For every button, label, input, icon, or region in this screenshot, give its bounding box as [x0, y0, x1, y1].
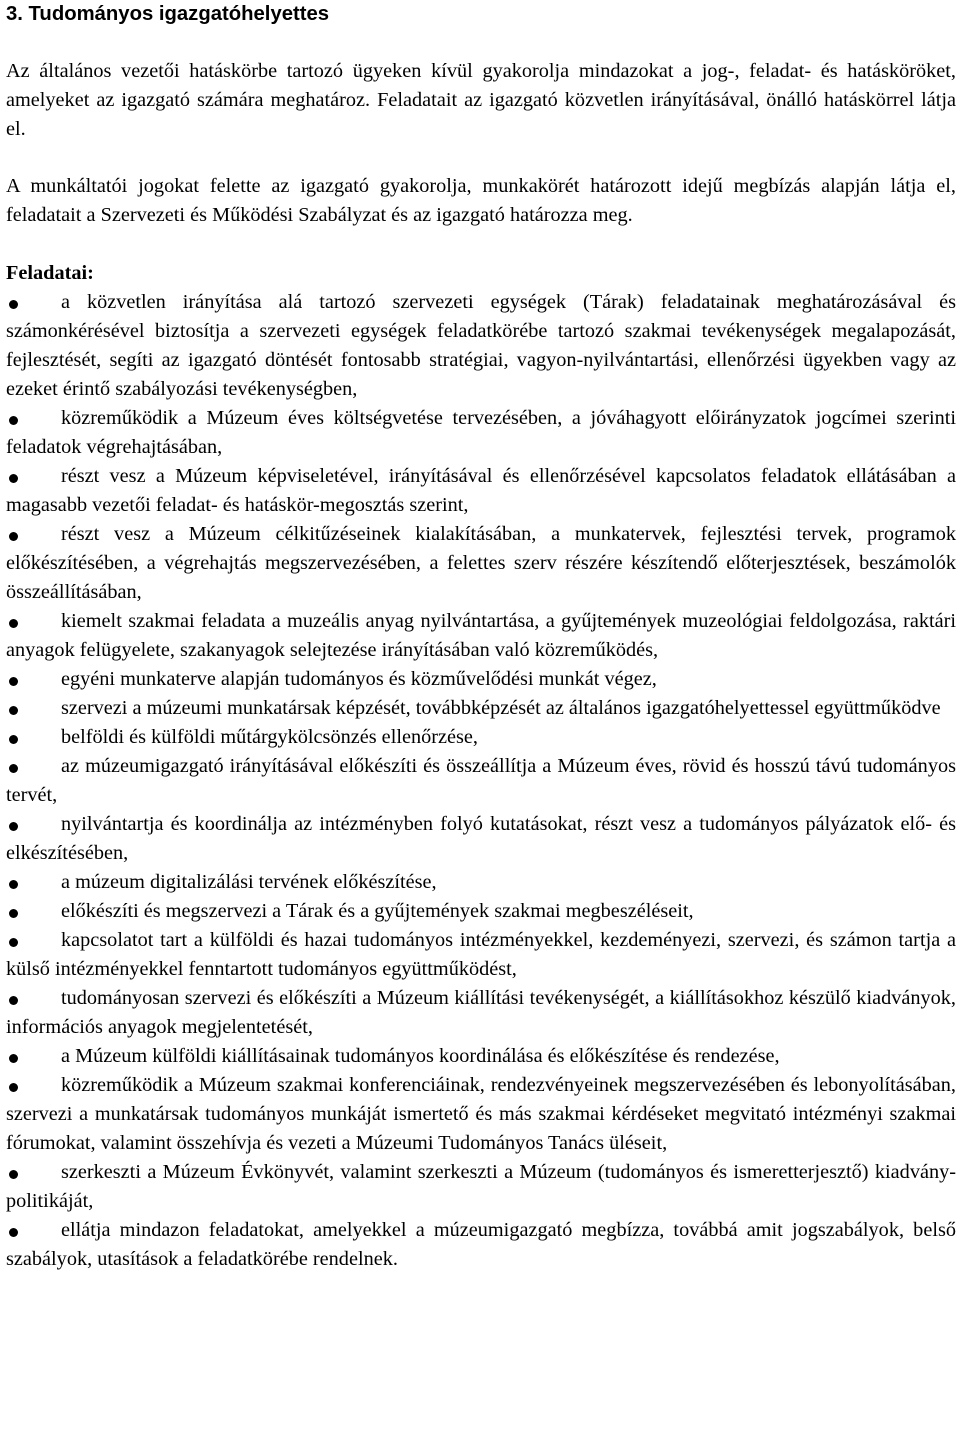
bullet-icon [9, 300, 18, 309]
task-list-item [6, 1216, 956, 1274]
bullet-icon [9, 706, 18, 715]
task-list-item [6, 868, 956, 897]
task-list-item [6, 926, 956, 984]
task-text: részt vesz a Múzeum képviseletével, irányításával és ellenőrzésével kapcsolatos feladatok ellátásában a magasabb vezetői feladat- és hatáskör-megosztás szerint, [6, 465, 956, 516]
task-text: szerkeszti a Múzeum Évkönyvét, valamint szerkeszti a Múzeum (tudományos és ismeretterjesztő) kiadvány-politikáját, [6, 1161, 956, 1212]
bullet-icon [9, 909, 18, 918]
bullet-icon [9, 416, 18, 425]
section-heading: 3. Tudományos igazgatóhelyettes [6, 3, 330, 25]
task-text: kapcsolatot tart a külföldi és hazai tudományos intézményekkel, kezdeményezi, szervezi, és számon tartja a külső intézményekkel fenntartott tudományos együttműködést, [6, 929, 956, 980]
bullet-icon [9, 735, 18, 744]
task-text: részt vesz a Múzeum célkitűzéseinek kialakításában, a munkatervek, fejlesztési tervek, programok előkészítésében, a végrehajtás megszervezésében, a felettes szerv részére készítendő előterjesztések, beszámolók összeállításában, [6, 523, 956, 603]
task-list-item [6, 694, 956, 723]
task-list-item [6, 1042, 956, 1071]
intro-paragraph-1: Az általános vezetői hatáskörbe tartozó ügyeken kívül gyakorolja mindazokat a jog-, feladat- és hatásköröket, amelyeket az igazgató számára meghatároz. Feladatait az igazgató közvetlen irányításával, önálló hatáskörrel látja el. [6, 60, 956, 140]
bullet-icon [9, 677, 18, 686]
task-list-item [6, 897, 956, 926]
task-list-item [6, 723, 956, 752]
bullet-icon [9, 1228, 18, 1237]
task-text: szervezi a múzeumi munkatársak képzését, továbbképzését az általános igazgatóhelyettessel együttműködve [61, 697, 941, 719]
intro-paragraph-2: A munkáltatói jogokat felette az igazgató gyakorolja, munkakörét határozott idejű megbízás alapján látja el, feladatait a Szervezeti és Működési Szabályzat és az igazgató határozza meg. [6, 175, 956, 226]
task-text: a Múzeum külföldi kiállításainak tudományos koordinálása és előkészítése és rendezése, [61, 1045, 780, 1067]
task-list-item [6, 810, 956, 868]
task-text: közreműködik a Múzeum éves költségvetése tervezésében, a jóváhagyott előirányzatok jogcímei szerinti feladatok végrehajtásában, [6, 407, 956, 458]
task-list-item [6, 752, 956, 810]
bullet-icon [9, 764, 18, 773]
task-text: tudományosan szervezi és előkészíti a Múzeum kiállítási tevékenységét, a kiállításokhoz készülő kiadványok, információs anyagok megjelentetését, [6, 987, 956, 1038]
document-body [6, 0, 956, 1274]
task-text: kiemelt szakmai feladata a muzeális anyag nyilvántartása, a gyűjtemények muzeológiai feldolgozása, raktári anyagok felügyelete, szakanyagok selejtezése irányításában való közreműködés, [6, 610, 956, 661]
task-text: ellátja mindazon feladatokat, amelyekkel a múzeumigazgató megbízza, továbbá amit jogszabályok, belső szabályok, utasítások a feladatkörébe rendelnek. [6, 1219, 956, 1270]
bullet-icon [9, 1083, 18, 1092]
tasks-list [6, 288, 956, 1274]
task-list-item [6, 1071, 956, 1158]
task-list-item [6, 520, 956, 607]
task-list-item [6, 607, 956, 665]
task-text: az múzeumigazgató irányításával előkészíti és összeállítja a Múzeum éves, rövid és hosszú távú tudományos tervét, [6, 755, 956, 806]
task-text: a közvetlen irányítása alá tartozó szervezeti egységek (Tárak) feladatainak meghatározásával és számonkérésével biztosítja a szervezeti egységek feladatkörébe tartozó szakmai tevékenységek megalapozását, fejlesztését, segíti az igazgató döntését fontosabb stratégiai, vagyon-nyilvántartási, ellenőrzési ügyekben vagy az ezeket érintő szabályozási tevékenységben, [6, 291, 956, 400]
bullet-icon [9, 474, 18, 483]
task-list-item [6, 1158, 956, 1216]
bullet-icon [9, 532, 18, 541]
bullet-icon [9, 619, 18, 628]
bullet-icon [9, 996, 18, 1005]
task-list-item [6, 665, 956, 694]
task-list-item [6, 404, 956, 462]
task-list-item [6, 462, 956, 520]
task-text: a múzeum digitalizálási tervének előkészítése, [61, 871, 437, 893]
task-list-item [6, 984, 956, 1042]
bullet-icon [9, 1054, 18, 1063]
bullet-icon [9, 880, 18, 889]
task-text: közreműködik a Múzeum szakmai konferenciáinak, rendezvényeinek megszervezésében és lebonyolításában, szervezi a munkatársak tudományos munkáját ismertető és más szakmai kérdéseket megvitató intézményi szakmai fórumokat, valamint összehívja és vezeti a Múzeumi Tudományos Tanács üléseit, [6, 1074, 956, 1154]
bullet-icon [9, 822, 18, 831]
task-text: egyéni munkaterve alapján tudományos és közművelődési munkát végez, [61, 668, 657, 690]
bullet-icon [9, 1170, 18, 1179]
task-text: előkészíti és megszervezi a Tárak és a gyűjtemények szakmai megbeszéléseit, [61, 900, 694, 922]
task-text: belföldi és külföldi műtárgykölcsönzés ellenőrzése, [61, 726, 478, 748]
task-text: nyilvántartja és koordinálja az intézményben folyó kutatásokat, részt vesz a tudományos pályázatok elő- és elkészítésében, [6, 813, 956, 864]
task-list-item [6, 288, 956, 404]
bullet-icon [9, 938, 18, 947]
tasks-heading: Feladatai: [6, 262, 94, 284]
